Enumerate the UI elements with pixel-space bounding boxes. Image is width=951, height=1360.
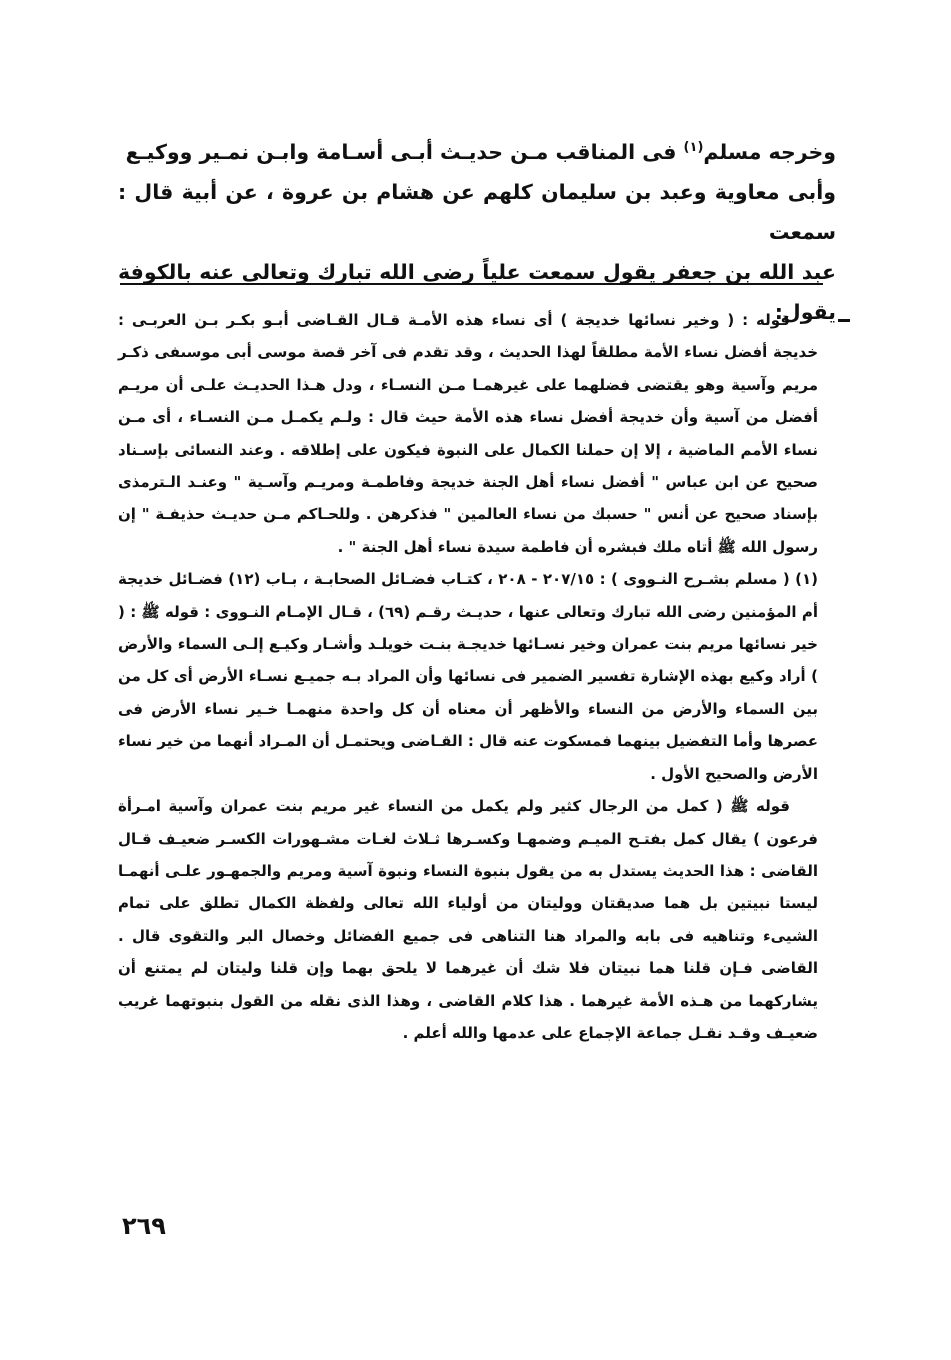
footnote-paragraph-1 — [118, 304, 818, 563]
footnote-paragraph-3 — [118, 790, 818, 1049]
footnote-separator-rule — [120, 283, 823, 285]
footnote-paragraph-2: (١) ( مسلم بشـرح النـووى ) : ٢٠٧/١٥ - ٢٠٨ ، كتـاب فضـائل الصحابـة ، بـاب (١٢) فضـائل خديجة أم المؤمنين رضى الله تبارك وتعالى عنها ، حديـث رقـم (٦٩) ، قـال الإمـام النـووى : قوله ﷺ : ( خير نسائها مريم بنت عمران وخير نسـائها خديجـة بنـت خويلـد وأشـار وكيـع إلـى السماء والأرض ) أراد وكيع بهذه الإشارة تفسير الضمير فى نسائها وأن المراد بـه جميـع نسـاء الأرض أى كل من بين السماء والأرض من النساء والأظهر أن معناه أن كل واحدة منهمـا خـير نساء الأرض فى عصرها وأما التفضيل بينهما فمسكوت عنه قال : القـاضى ويحتمـل أن المـراد أنهما من خير نساء الأرض والصحيح الأول . — [118, 570, 819, 783]
main-text-line-3: عبد الله بن جعفر يقول سمعت علياً رضى الله تبارك وتعالى عنه بالكوفة يقول: — [118, 259, 836, 324]
page-number: ٢٦٩ — [122, 1212, 166, 1240]
main-text-line-1-end: فى المناقب مـن حديـث أبـى أسـامة وابـن نمـير ووكيـع — [125, 139, 684, 164]
main-text-block — [118, 128, 836, 332]
main-text-line-1 — [118, 128, 836, 172]
main-text-line-2: وأبى معاوية وعبد بن سليمان كلهم عن هشام بن عروة ، عن أبية قال : سمعت — [118, 179, 836, 244]
main-text-line-1-start: وخرجه مسلم — [703, 139, 836, 164]
footnotes-block — [118, 304, 818, 1049]
footnote-paragraph-1-text: قوله : ( وخير نسائها خديجة ) أى نساء هذه الأمـة قـال القـاضى أبـو بكـر بـن العربـى : خديجة أفضل نساء الأمة مطلقاً لهذا الحديث ، وقد تقدم فى آخر قصة موسى أبى موسىفى ذكـر مريم وآسية وهو يقتضى فضلهما على غيرهمـا مـن النسـاء ، ودل هـذا الحديـث علـى أن مريـم أفضل من آسية وأن خديجة أفضل نساء هذه الأمة حيث قال : ولـم يكمـل مـن النسـاء ، أى مـن نساء الأمم الماضية ، إلا إن حملنا الكمال على النبوة فيكون على إطلاقه . وعند النسائى بإسـناد صحيح عن ابن عباس " أفضل نساء أهل الجنة خديجة وفاطمـة ومريـم وآسـية " وعنـد الـترمذى بإسناد صحيح عن أنس " حسبك من نساء العالمين " فذكرهن . وللحـاكم مـن حديـث حذيفـة " إن رسول الله ﷺ أتاه ملك فبشره أن فاطمة سيدة نساء أهل الجنة " . — [118, 311, 818, 556]
footnote-dash-marker — [838, 319, 850, 322]
footnote-paragraph-3-text: قوله ﷺ ( كمل من الرجال كثير ولم يكمل من النساء غير مريم بنت عمران وآسية امـرأة فرعون ) يقال كمل بفتـح الميـم وضمهـا وكسـرها ثـلاث لغـات مشـهورات الكسـر ضعيـف قـال القاضى : هذا الحديث يستدل به من يقول بنبوة النساء ونبوة آسية ومريم والجمهـور علـى أنهمـا ليستا نبيتين بل هما صديقتان ووليتان من أولياء الله تعالى ولفظة الكمال تطلق على تمام الشيىء وتناهيه فى بابه والمراد هنا التناهى فى جميع الفضائل وخصال البر والتقوى قال . القاضى فـإن قلنا هما نبيتان فلا شك أن غيرهما لا يلحق بهما وإن قلنا وليتان لم يمتنع أن يشاركهما من هـذه الأمة غيرهما . هذا كلام القاضى ، وهذا الذى نقله من القول بنبوتهما غريب ضعيـف وقـد نقـل جماعة الإجماع على عدمها والله أعلم . — [118, 797, 818, 1042]
footnote-marker: (١) — [683, 140, 704, 155]
